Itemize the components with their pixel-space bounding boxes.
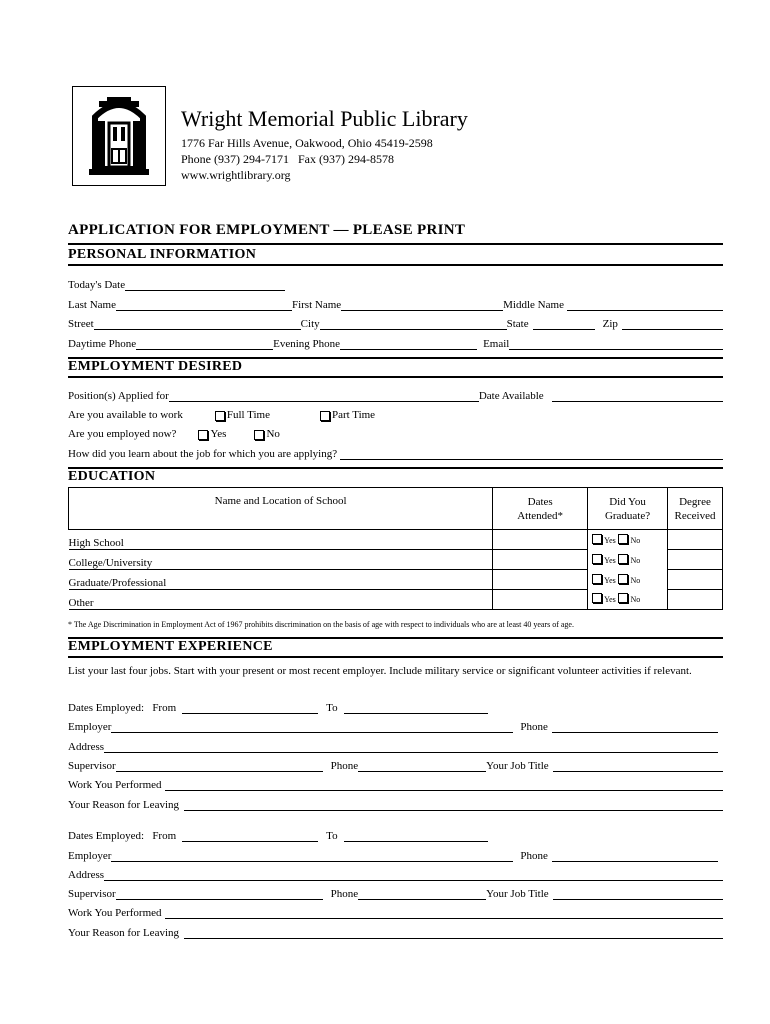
daytime-phone-field[interactable] xyxy=(136,338,273,350)
degree-cell[interactable] xyxy=(668,590,723,610)
graduated-cell xyxy=(588,550,668,570)
section-heading-employment-experience: EMPLOYMENT EXPERIENCE xyxy=(68,639,273,654)
job1-employer-field[interactable] xyxy=(111,721,513,733)
row-availability xyxy=(68,406,723,421)
col-degree-header xyxy=(668,488,723,530)
employed-yes-label: Yes xyxy=(210,428,227,440)
library-phone-fax: Phone (937) 294-7171 Fax (937) 294-8578 xyxy=(181,152,394,166)
todays-date-label: Today's Date xyxy=(68,279,126,291)
work-performed-label: Work You Performed xyxy=(68,907,162,919)
dates-attended-cell[interactable] xyxy=(493,530,588,550)
available-question: Are you available to work xyxy=(68,409,183,421)
job1-supervisor-field[interactable] xyxy=(116,760,323,772)
job2-employer-field[interactable] xyxy=(111,850,513,862)
job2-address-field[interactable] xyxy=(104,869,723,881)
row-name xyxy=(68,296,723,311)
daytime-phone-label: Daytime Phone xyxy=(68,338,137,350)
graduated-no-checkbox[interactable] xyxy=(618,593,628,603)
job2-supervisor-row xyxy=(68,885,723,900)
col-grad-line1: Did You xyxy=(609,495,646,508)
job-title-label: Your Job Title xyxy=(486,888,549,900)
education-table xyxy=(68,487,723,610)
library-address-block xyxy=(181,135,433,183)
employed-yes-checkbox[interactable] xyxy=(198,430,208,440)
education-header-row xyxy=(69,488,723,530)
date-available-field[interactable] xyxy=(552,390,723,402)
job2-work-row xyxy=(68,904,723,919)
dates-attended-cell[interactable] xyxy=(493,570,588,590)
col-dates-header xyxy=(493,488,588,530)
table-row xyxy=(69,590,723,610)
col-school-header: Name and Location of School xyxy=(69,488,493,530)
evening-phone-label: Evening Phone xyxy=(273,338,341,350)
no-label: No xyxy=(630,535,641,545)
job2-dates-row xyxy=(68,827,723,842)
divider xyxy=(68,376,723,378)
job1-supervisor-row xyxy=(68,757,723,772)
to-label: To xyxy=(326,830,338,842)
job1-dates-row xyxy=(68,699,723,714)
divider xyxy=(68,656,723,658)
job2-job-title-field[interactable] xyxy=(553,888,723,900)
first-name-label: First Name xyxy=(291,299,342,311)
graduated-cell xyxy=(588,570,668,590)
divider xyxy=(68,243,723,245)
section-heading-personal: PERSONAL INFORMATION xyxy=(68,247,257,262)
reason-label: Your Reason for Leaving xyxy=(68,799,180,811)
job1-work-performed-field[interactable] xyxy=(165,779,723,791)
zip-field[interactable] xyxy=(622,318,723,330)
yes-label: Yes xyxy=(604,555,616,565)
supervisor-phone-label: Phone xyxy=(330,888,359,900)
job1-employer-row xyxy=(68,718,723,733)
todays-date-field[interactable] xyxy=(125,279,285,291)
street-field[interactable] xyxy=(94,318,301,330)
job1-supervisor-phone-field[interactable] xyxy=(358,760,486,772)
education-row-label[interactable]: College/University xyxy=(69,550,493,570)
street-label: Street xyxy=(68,318,94,330)
city-label: City xyxy=(300,318,320,330)
job1-address-row xyxy=(68,738,723,753)
form-title: APPLICATION FOR EMPLOYMENT — PLEASE PRINT xyxy=(68,222,466,238)
supervisor-label: Supervisor xyxy=(68,888,116,900)
job1-employer-phone-field[interactable] xyxy=(552,721,718,733)
no-label: No xyxy=(630,575,641,585)
supervisor-label: Supervisor xyxy=(68,760,116,772)
yes-label: Yes xyxy=(604,535,616,545)
graduated-no-checkbox[interactable] xyxy=(618,554,628,564)
col-graduate-header xyxy=(588,488,668,530)
job2-reason-field[interactable] xyxy=(184,927,723,939)
col-grad-line2: Graduate? xyxy=(604,509,651,522)
col-dates-line1: Dates xyxy=(527,495,553,508)
job2-employer-phone-field[interactable] xyxy=(552,850,718,862)
table-row xyxy=(69,570,723,590)
row-address xyxy=(68,315,723,330)
supervisor-phone-label: Phone xyxy=(330,760,359,772)
graduated-yes-checkbox[interactable] xyxy=(592,534,602,544)
graduated-yes-checkbox[interactable] xyxy=(592,593,602,603)
graduated-cell xyxy=(588,590,668,610)
col-degree-line2: Received xyxy=(674,509,716,522)
experience-instructions: List your last four jobs. Start with your present or most recent employer. Include military service or significant volunteer activities if relevant. xyxy=(68,665,692,677)
email-label: Email xyxy=(483,338,510,350)
graduated-yes-checkbox[interactable] xyxy=(592,554,602,564)
job2-employer-row xyxy=(68,847,723,862)
learn-question: How did you learn about the job for which you are applying? xyxy=(68,448,338,460)
degree-cell[interactable] xyxy=(668,570,723,590)
city-field[interactable] xyxy=(320,318,507,330)
library-logo xyxy=(72,86,166,186)
address-label: Address xyxy=(68,869,105,881)
last-name-field[interactable] xyxy=(116,299,292,311)
education-row-label[interactable]: Graduate/Professional xyxy=(69,570,493,590)
library-website: www.wrightlibrary.org xyxy=(181,168,291,182)
table-row xyxy=(69,530,723,550)
job1-to-field[interactable] xyxy=(344,702,488,714)
employer-label: Employer xyxy=(68,721,112,733)
dates-attended-cell[interactable] xyxy=(493,550,588,570)
job2-reason-row xyxy=(68,924,723,939)
library-name: Wright Memorial Public Library xyxy=(181,106,468,131)
job2-to-field[interactable] xyxy=(344,830,488,842)
dates-employed-label: Dates Employed: From xyxy=(68,830,177,842)
phone-label: Phone xyxy=(520,721,548,733)
age-discrimination-footnote: * The Age Discrimination in Employment Act of 1967 prohibits discrimination on the basis of age with respect to individuals who are at least 40 years of age. xyxy=(68,620,574,629)
state-label: State xyxy=(506,318,529,330)
table-row xyxy=(69,550,723,570)
state-field[interactable] xyxy=(533,318,595,330)
dates-attended-cell[interactable] xyxy=(493,590,588,610)
section-heading-employment-desired: EMPLOYMENT DESIRED xyxy=(68,359,243,374)
positions-field[interactable] xyxy=(169,390,479,402)
date-available-label: Date Available xyxy=(478,390,544,402)
library-address: 1776 Far Hills Avenue, Oakwood, Ohio 45419-2598 xyxy=(181,136,433,150)
job-title-label: Your Job Title xyxy=(486,760,549,772)
row-employed-now xyxy=(68,425,723,440)
divider xyxy=(68,467,723,469)
job1-job-title-field[interactable] xyxy=(553,760,723,772)
middle-name-label: Middle Name xyxy=(503,299,564,311)
degree-cell[interactable] xyxy=(668,550,723,570)
full-time-checkbox[interactable] xyxy=(215,411,225,421)
employed-question: Are you employed now? xyxy=(68,428,177,440)
employer-label: Employer xyxy=(68,850,112,862)
middle-name-field[interactable] xyxy=(567,299,723,311)
education-row-label[interactable]: Other xyxy=(69,590,493,610)
address-label: Address xyxy=(68,741,105,753)
job2-supervisor-phone-field[interactable] xyxy=(358,888,486,900)
dates-employed-label: Dates Employed: From xyxy=(68,702,177,714)
part-time-checkbox[interactable] xyxy=(320,411,330,421)
employed-no-checkbox[interactable] xyxy=(254,430,264,440)
job1-from-field[interactable] xyxy=(182,702,318,714)
email-field[interactable] xyxy=(509,338,723,350)
part-time-label: Part Time xyxy=(331,409,376,421)
col-degree-line1: Degree xyxy=(679,495,711,508)
job2-work-performed-field[interactable] xyxy=(165,907,723,919)
no-label: No xyxy=(630,555,641,565)
learn-field[interactable] xyxy=(340,448,723,460)
full-time-label: Full Time xyxy=(226,409,270,421)
row-todays-date xyxy=(68,276,723,291)
graduated-no-checkbox[interactable] xyxy=(618,574,628,584)
no-label: No xyxy=(630,595,641,605)
job1-reason-row xyxy=(68,796,723,811)
graduated-cell xyxy=(588,530,668,550)
to-label: To xyxy=(326,702,338,714)
yes-label: Yes xyxy=(604,595,616,605)
evening-phone-field[interactable] xyxy=(340,338,477,350)
graduated-yes-checkbox[interactable] xyxy=(592,574,602,584)
divider xyxy=(68,264,723,266)
library-building-icon xyxy=(73,87,165,185)
positions-label: Position(s) Applied for xyxy=(68,390,169,402)
job2-from-field[interactable] xyxy=(182,830,318,842)
job1-reason-field[interactable] xyxy=(184,799,723,811)
employed-no-label: No xyxy=(266,428,280,440)
job2-address-row xyxy=(68,866,723,881)
yes-label: Yes xyxy=(604,575,616,585)
section-heading-education: EDUCATION xyxy=(68,469,156,484)
education-row-label[interactable]: High School xyxy=(69,530,493,550)
job2-supervisor-field[interactable] xyxy=(116,888,323,900)
zip-label: Zip xyxy=(602,318,618,330)
job1-work-row xyxy=(68,776,723,791)
row-learn-about-job xyxy=(68,445,723,460)
row-position xyxy=(68,387,723,402)
degree-cell[interactable] xyxy=(668,530,723,550)
first-name-field[interactable] xyxy=(341,299,503,311)
work-performed-label: Work You Performed xyxy=(68,779,162,791)
job1-address-field[interactable] xyxy=(104,741,718,753)
row-phones xyxy=(68,335,723,350)
col-dates-line2: Attended* xyxy=(517,509,564,522)
reason-label: Your Reason for Leaving xyxy=(68,927,180,939)
graduated-no-checkbox[interactable] xyxy=(618,534,628,544)
phone-label: Phone xyxy=(520,850,548,862)
last-name-label: Last Name xyxy=(68,299,116,311)
